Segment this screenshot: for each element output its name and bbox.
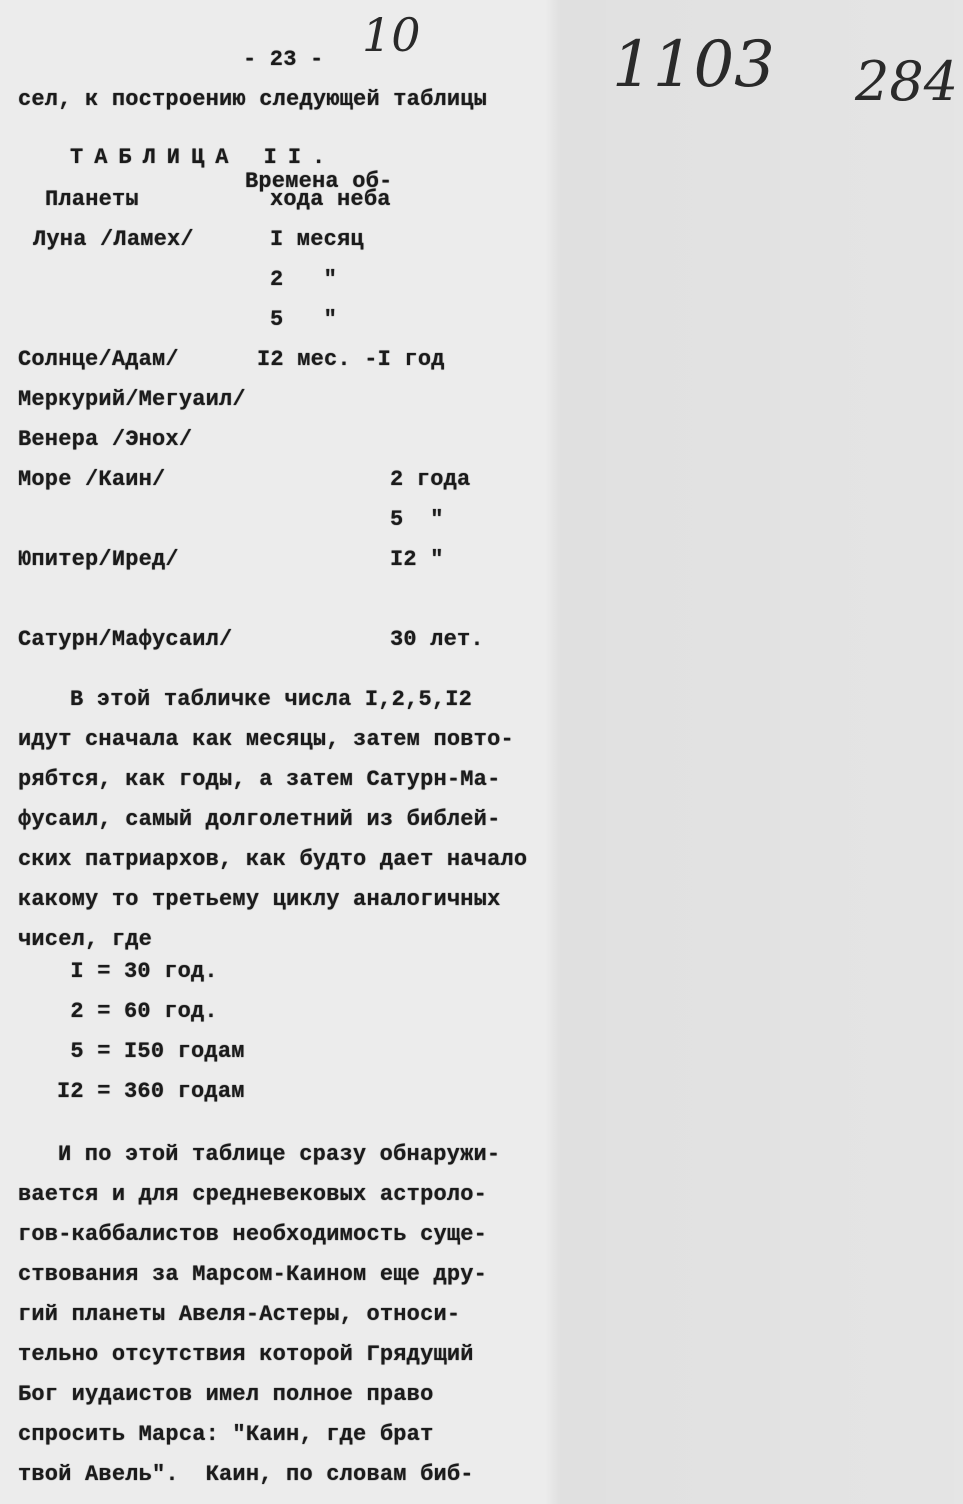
table-cell-months: I месяц	[270, 227, 364, 252]
table-cell-years: 2 года	[390, 467, 471, 492]
table-cell-months: 2 "	[270, 267, 338, 292]
table-cell-planet: Сатурн/Мафусаил/	[18, 627, 233, 652]
paragraph-line: В этой табличке числа I,2,5,I2	[70, 687, 473, 712]
paragraph-line: спросить Марса: "Каин, где брат	[18, 1422, 434, 1447]
paragraph-line: фусаил, самый долголетний из библей-	[18, 807, 501, 832]
table-cell-planet: Море /Каин/	[18, 467, 166, 492]
paragraph-line: Бог иудаистов имел полное право	[18, 1382, 434, 1407]
table-cell-planet: Солнце/Адам/	[18, 347, 179, 372]
intro-line: сел, к построению следующей таблицы	[18, 87, 488, 112]
paragraph-line: твой Авель". Каин, по словам биб-	[18, 1462, 474, 1487]
table-cell-years: 5 "	[390, 507, 444, 532]
paragraph-line: ствования за Марсом-Каином еще дру-	[18, 1262, 488, 1287]
paragraph-line: И по этой таблице сразу обнаружи-	[58, 1142, 501, 1167]
table-cell-planet: Венера /Энох/	[18, 427, 193, 452]
table-cell-months: I2 мес. -I год	[257, 347, 445, 372]
table-cell-years: 30 лет.	[390, 627, 484, 652]
page-number: - 23 -	[243, 47, 324, 72]
paragraph-line: рябтся, как годы, а затем Сатурн-Ма-	[18, 767, 501, 792]
paragraph-line: ских патриархов, как будто дает начало	[18, 847, 528, 872]
paragraph-line: какому то третьему циклу аналогичных	[18, 887, 501, 912]
equation-line: I = 30 год.	[57, 959, 218, 984]
paragraph-line: вается и для средневековых астроло-	[18, 1182, 488, 1207]
table-cell-planet: Меркурий/Мегуаил/	[18, 387, 246, 412]
column-header-times-2: хода неба	[270, 187, 391, 212]
paragraph-line: чисел, где	[18, 927, 153, 952]
equation-line: I2 = 360 годам	[57, 1079, 245, 1104]
table-cell-years: I2 "	[390, 547, 444, 572]
handwritten-mark-284: 284	[855, 50, 959, 113]
equation-line: 5 = I50 годам	[57, 1039, 245, 1064]
table-cell-months: 5 "	[270, 307, 338, 332]
equation-line: 2 = 60 год.	[57, 999, 218, 1024]
paragraph-line: гий планеты Авеля-Астеры, относи-	[18, 1302, 461, 1327]
table-cell-planet: Луна /Ламех/	[33, 227, 194, 252]
paragraph-line: тельно отсутствия которой Грядущий	[18, 1342, 474, 1367]
column-header-planets: Планеты	[45, 187, 139, 212]
paragraph-line: гов-каббалистов необходимость суще-	[18, 1222, 488, 1247]
handwritten-mark-1103: 1103	[612, 28, 775, 102]
table-title: ТАБЛИЦА II.	[70, 145, 337, 170]
column-header-times-1: Времена об-	[245, 169, 393, 194]
handwritten-mark-10: 10	[362, 8, 421, 62]
paragraph-line: идут сначала как месяцы, затем повто-	[18, 727, 514, 752]
table-cell-planet: Юпитер/Иред/	[18, 547, 179, 572]
